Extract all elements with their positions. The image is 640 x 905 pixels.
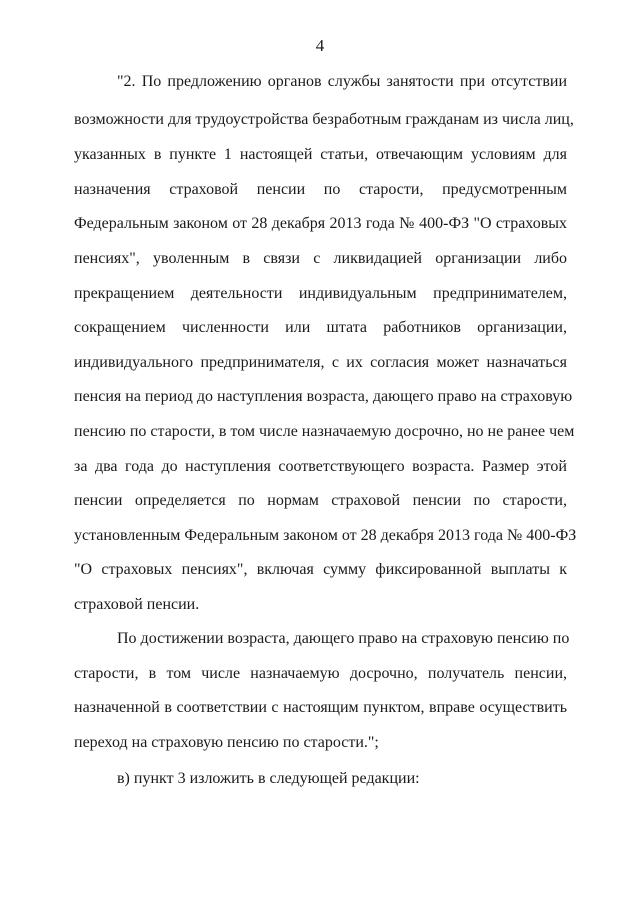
text-line: переход на страховую пенсию по старости.";: [74, 734, 379, 751]
text-line: пенсия на период до наступления возраста, дающего право на страховую: [74, 388, 573, 405]
text-line: пенсиях", уволенным в связи с ликвидацией организации либо: [74, 250, 567, 267]
text-line: прекращением деятельности индивидуальным предпринимателем,: [74, 285, 567, 302]
text-line: индивидуального предпринимателя, с их согласия может назначаться: [74, 354, 567, 371]
text-line: страховой пенсии.: [74, 596, 200, 613]
text-line: назначения страховой пенсии по старости, предусмотренным: [74, 181, 567, 198]
text-line: в) пункт 3 изложить в следующей редакции:: [117, 770, 420, 787]
text-line: указанных в пункте 1 настоящей статьи, отвечающим условиям для: [74, 146, 567, 163]
text-line: Федеральным законом от 28 декабря 2013 года № 400-ФЗ "О страховых: [74, 215, 567, 232]
text-line: По достижении возраста, дающего право на страховую пенсию по: [117, 630, 570, 647]
text-line: пенсии определяется по нормам страховой пенсии по старости,: [74, 492, 567, 509]
text-line: назначенной в соответствии с настоящим пунктом, вправе осуществить: [74, 699, 567, 716]
page-number: 4: [315, 36, 325, 55]
text-line: старости, в том числе назначаемую досрочно, получатель пенсии,: [74, 665, 567, 682]
text-line: за два года до наступления соответствующего возраста. Размер этой: [74, 458, 567, 475]
text-line: установленным Федеральным законом от 28 декабря 2013 года № 400-ФЗ: [74, 527, 577, 544]
text-line: "2. По предложению органов службы занятости при отсутствии: [117, 73, 567, 90]
text-line: пенсию по старости, в том числе назначаемую досрочно, но не ранее чем: [74, 423, 575, 440]
text-line: возможности для трудоустройства безработным гражданам из числа лиц,: [74, 111, 574, 128]
text-line: сокращением численности или штата работников организации,: [74, 319, 567, 336]
text-line: "О страховых пенсиях", включая сумму фиксированной выплаты к: [74, 561, 567, 578]
